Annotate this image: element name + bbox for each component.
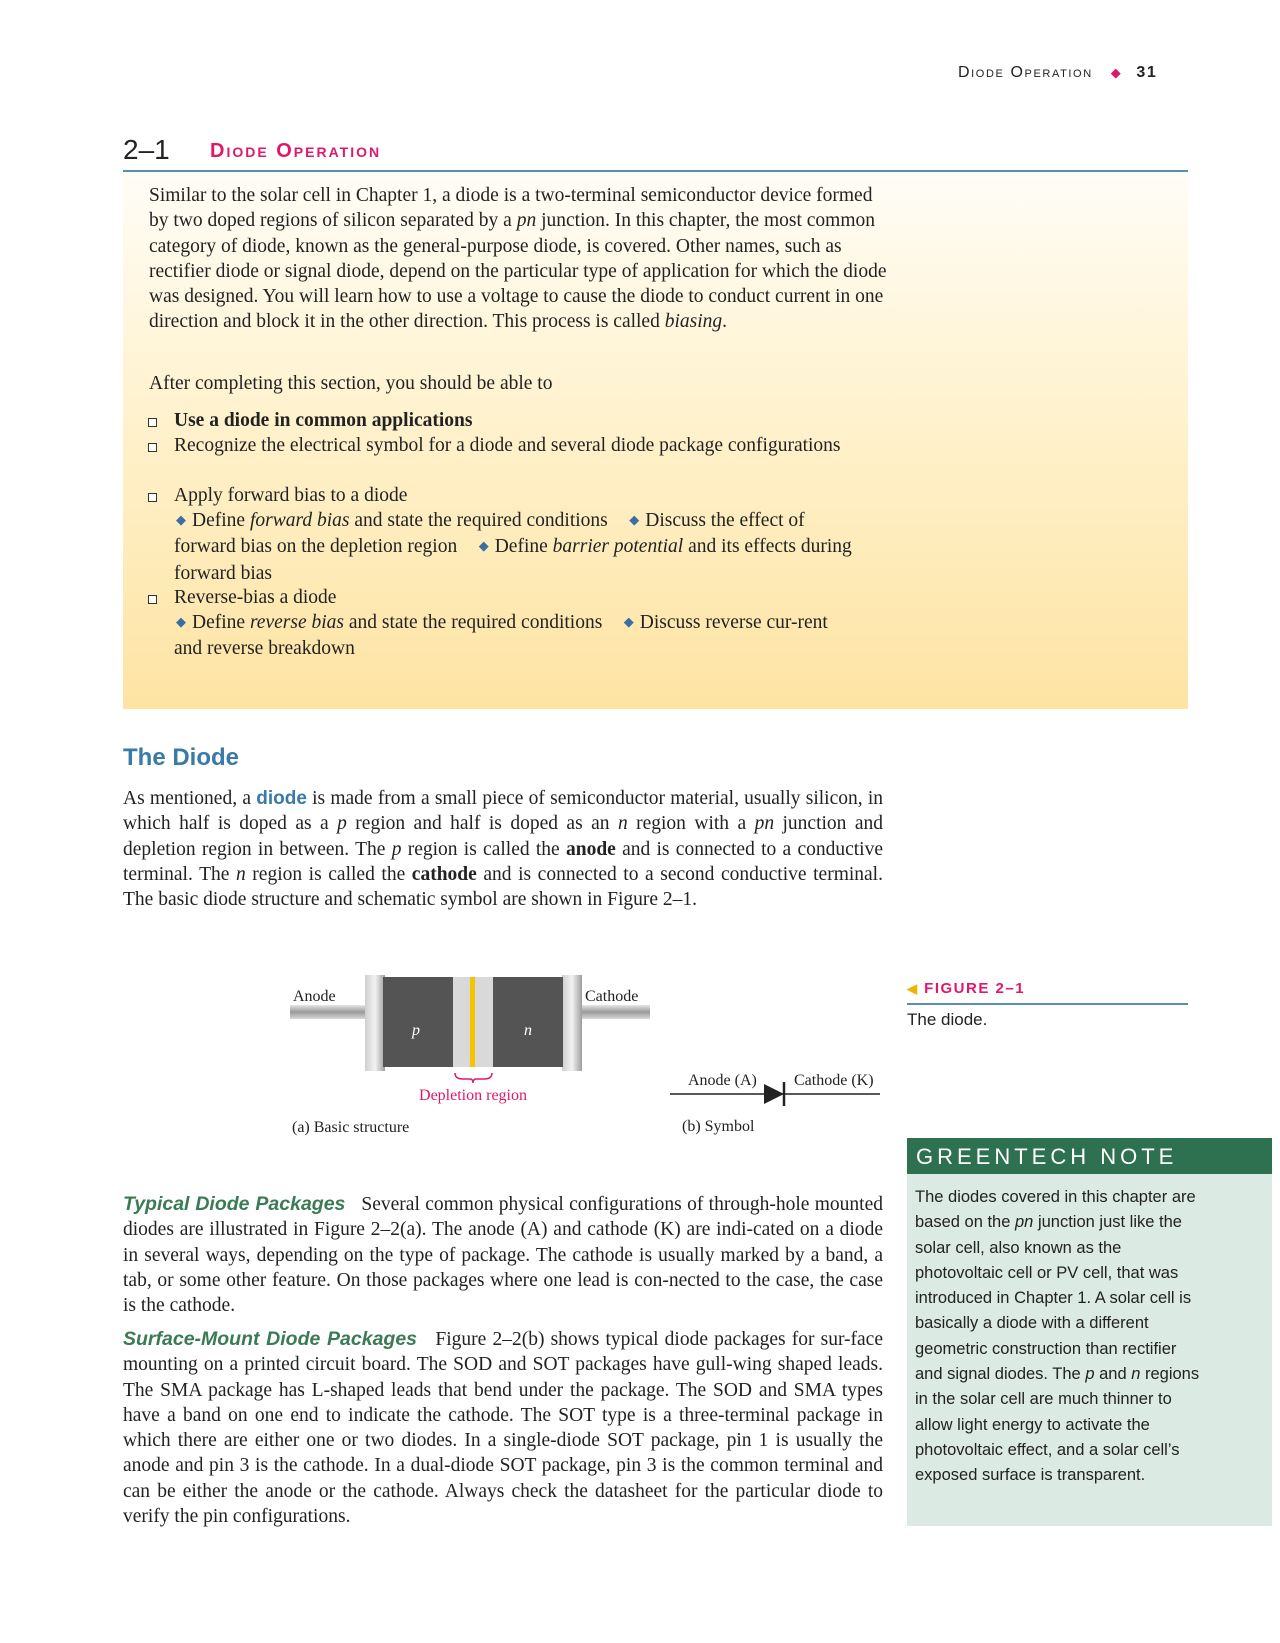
cathode-label: Cathode <box>585 988 639 1005</box>
diamond-bullet-icon: ◆ <box>176 512 186 527</box>
objective-subitems: ◆ Define forward bias and state the required conditions ◆ Discuss the effect of forward bias on the depletion region ◆ Define barrier potential and its effects during forward bias <box>174 510 852 584</box>
page-number: 31 <box>1136 64 1158 81</box>
subsection-heading: The Diode <box>123 744 240 771</box>
section-number: 2–1 <box>123 134 170 165</box>
symbol-anode-label: Anode (A) <box>688 1072 757 1089</box>
anode-contact <box>365 975 385 1071</box>
depletion-label: Depletion region <box>419 1087 527 1104</box>
greentech-note-title: GREENTECH NOTE <box>916 1144 1178 1169</box>
running-head <box>958 64 1157 82</box>
checkbox-square-icon <box>148 595 157 604</box>
intro-paragraph: Similar to the solar cell in Chapter 1, a diode is a two-terminal semiconductor device formed by two doped regions of silicon separated by a pn junction. In this chapter, the most common category of diode, known as the general-purpose diode, is covered. Other names, such as rectifier diode or signal diode, depend on the particular type of application for which the diode was designed. You will learn how to use a voltage to cause the diode to conduct current in one direction and block it in the other direction. This process is called biasing. <box>149 185 887 333</box>
symbol-subcaption: (b) Symbol <box>682 1118 755 1135</box>
diode-symbol-figure <box>670 1058 890 1138</box>
anode-lead <box>290 1005 370 1019</box>
running-head-title: Diode Operation <box>958 64 1093 81</box>
diamond-icon: ◆ <box>1110 65 1123 80</box>
structure-subcaption: (a) Basic structure <box>292 1119 410 1136</box>
run-in-heading: Surface-Mount Diode Packages <box>123 1328 418 1350</box>
junction-line <box>470 977 475 1067</box>
diode-paragraph: As mentioned, a diode is made from a small piece of semiconductor material, usually silicon, in which half is doped as a p region and half is doped as an n region with a pn junction and depletion region in between. The p region is called the anode and is connected to a conductive terminal. The n region is called the cathode and is connected to a second conductive terminal. The basic diode structure and schematic symbol are shown in Figure 2–1. <box>123 788 884 911</box>
symbol-cathode-label: Cathode (K) <box>794 1072 874 1089</box>
checkbox-square-icon <box>148 418 157 427</box>
greentech-note-text: The diodes covered in this chapter are based on the pn junction just like the solar cell, also known as the photovoltaic cell or PV cell, that was introduced in Chapter 1. A solar cell is basically a diode with a different geometric construction than rectifier and signal diodes. The p and n regions in the solar cell are much thinner to allow light energy to activate the photovoltaic effect, and a solar cell’s exposed surface is transparent. <box>915 1188 1200 1485</box>
section-title: Diode Operation <box>210 140 382 162</box>
typical-packages-paragraph: Typical Diode Packages Several common physical configurations of through-hole mounted diodes are illustrated in Figure 2–2(a). The anode (A) and cathode (K) are indi-cated on a diode in several ways, depending on the type of package. The cathode is usually marked by a band, a tab, or some other feature. On those packages where one lead is con-nected to the case, the case is the cathode. <box>123 1193 883 1317</box>
run-in-heading: Typical Diode Packages <box>123 1193 346 1215</box>
diamond-bullet-icon: ◆ <box>623 614 634 629</box>
surface-mount-paragraph: Surface-Mount Diode Packages Figure 2–2(b) shows typical diode packages for sur-face mounting on a printed circuit board. The SOD and SOT packages have gull-wing shaped leads. The SMA package has L-shaped leads that bend under the package. The SOD and SMA types have a band on one end to indicate the cathode. The SOT type is a three-terminal package in which there are either one or two diodes. In a single-diode SOT package, pin 1 is usually the anode and pin 3 is the cathode. In a dual-diode SOT package, pin 3 is the common terminal and can be either the anode or the cathode. Always check the datasheet for the particular diode to verify the pin configurations. <box>123 1328 883 1528</box>
diamond-bullet-icon: ◆ <box>629 512 640 527</box>
caret-left-icon: ◀ <box>907 981 919 996</box>
diode-structure-figure <box>290 975 650 1145</box>
diode-triangle-icon <box>764 1084 784 1104</box>
diamond-bullet-icon: ◆ <box>176 614 186 629</box>
objective-subitems: ◆ Define reverse bias and state the required conditions ◆ Discuss reverse cur-rent and reverse breakdown <box>174 612 828 660</box>
figure-label: ◀ FIGURE 2–1 <box>907 980 1026 997</box>
p-label: p <box>412 1022 420 1039</box>
figure-caption: The diode. <box>907 1010 988 1029</box>
key-term: diode <box>256 788 307 809</box>
figure-caption-rule <box>907 1003 1188 1005</box>
anode-label: Anode <box>293 988 336 1005</box>
checkbox-square-icon <box>148 493 157 502</box>
objectives-intro: After completing this section, you should be able to <box>149 373 553 394</box>
cathode-contact <box>562 975 582 1071</box>
checkbox-square-icon <box>148 443 157 452</box>
depletion-brace <box>455 1073 492 1083</box>
n-label: n <box>524 1022 532 1039</box>
diamond-bullet-icon: ◆ <box>478 538 489 554</box>
